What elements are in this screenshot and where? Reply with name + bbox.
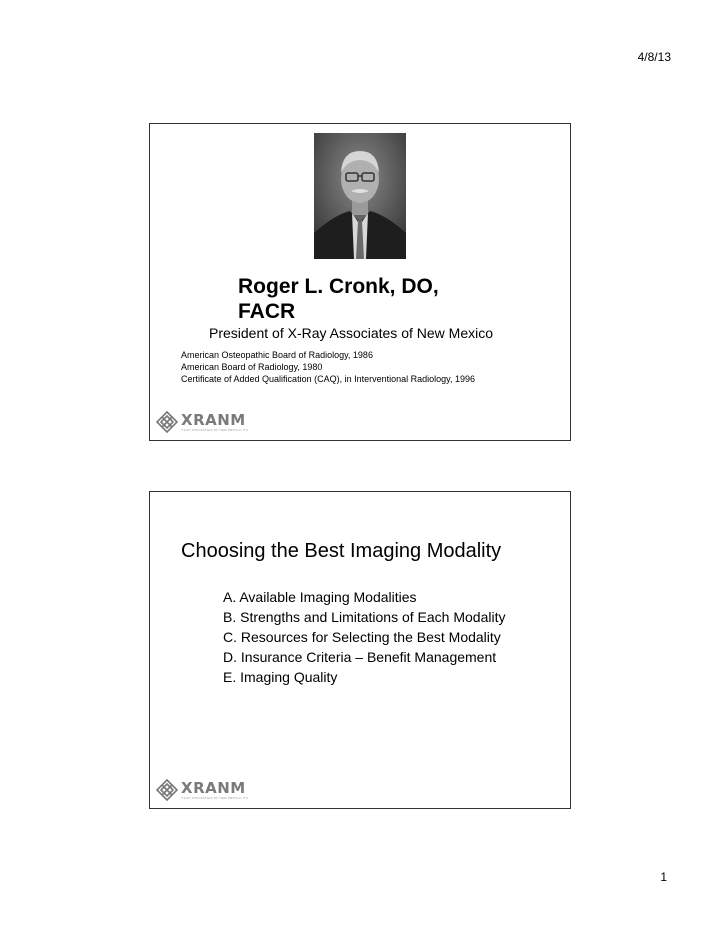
xranm-logo-mark-icon (156, 779, 178, 801)
credential-item: American Osteopathic Board of Radiology, 1986 (181, 350, 373, 360)
credentials-list (181, 349, 475, 385)
speaker-name-line1: Roger L. Cronk, DO, (238, 275, 439, 298)
slide-agenda (149, 491, 571, 809)
speaker-name (238, 274, 458, 324)
slide-speaker (149, 123, 571, 441)
agenda-item: C. Resources for Selecting the Best Modality (223, 629, 501, 645)
xranm-logo (156, 779, 249, 801)
xranm-logo-mark-icon (156, 411, 178, 433)
logo-subtext: X-RAY ASSOCIATES OF NEW MEXICO, P.C. (181, 427, 250, 432)
xranm-logo (156, 411, 249, 433)
agenda-item: B. Strengths and Limitations of Each Modality (223, 609, 506, 625)
agenda-item: D. Insurance Criteria – Benefit Management (223, 649, 497, 665)
speaker-role: President of X-Ray Associates of New Mexico (209, 325, 494, 341)
logo-subtext: X-RAY ASSOCIATES OF NEW MEXICO, P.C. (181, 795, 250, 800)
logo-wordmark: XRANM (181, 410, 246, 429)
agenda-item: E. Imaging Quality (223, 669, 338, 685)
agenda-list (223, 587, 505, 687)
slide-title: Choosing the Best Imaging Modality (181, 540, 502, 562)
credential-item: American Board of Radiology, 1980 (181, 362, 323, 372)
logo-wordmark: XRANM (181, 778, 246, 797)
speaker-name-line2: FACR (238, 300, 296, 323)
credential-item: Certificate of Added Qualification (CAQ), in Interventional Radiology, 1996 (181, 374, 475, 384)
page-number: 1 (660, 870, 667, 884)
speaker-photo (314, 133, 406, 259)
agenda-item: A. Available Imaging Modalities (223, 589, 417, 605)
header-date: 4/8/13 (637, 50, 671, 64)
